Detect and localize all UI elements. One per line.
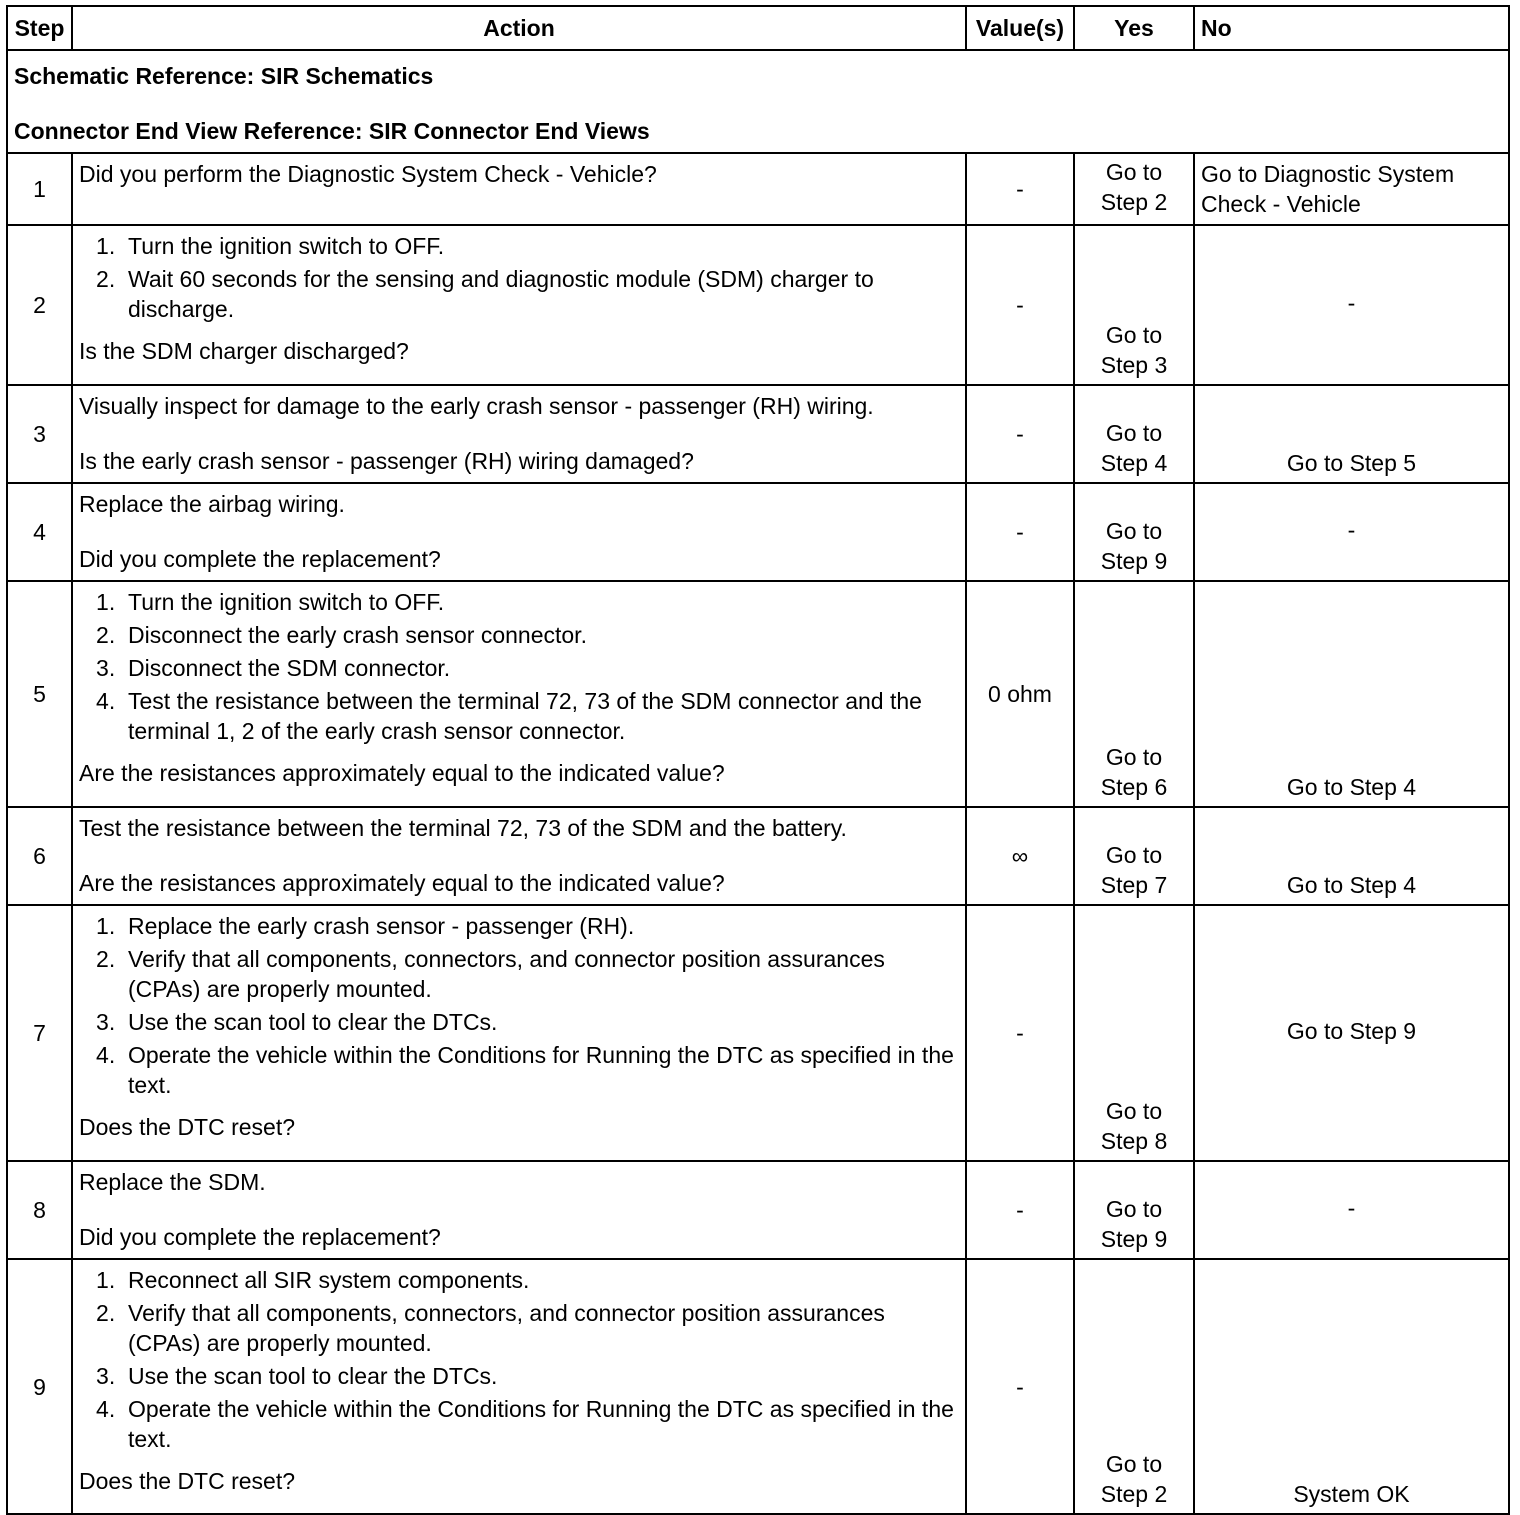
yes-cell — [1074, 581, 1194, 807]
value-cell: - — [966, 153, 1074, 225]
list-item: 2. Disconnect the early crash sensor connector. — [128, 620, 959, 650]
list-item: 4. Operate the vehicle within the Conditions for Running the DTC as specified in the text. — [128, 1394, 959, 1454]
yes-text: Go to Step 2 — [1100, 1451, 1168, 1507]
action-cell — [72, 385, 966, 483]
no-cell: Go to Step 9 — [1194, 905, 1509, 1161]
action-text: Replace the SDM. — [79, 1169, 266, 1195]
yes-cell — [1074, 385, 1194, 483]
step-number: 3 — [7, 385, 72, 483]
schematic-reference: Schematic Reference: SIR Schematics — [14, 63, 434, 89]
value-cell: - — [966, 1259, 1074, 1514]
action-question: Are the resistances approximately equal to the indicated value? — [79, 870, 725, 896]
action-question: Is the SDM charger discharged? — [79, 338, 409, 364]
no-cell: - — [1194, 225, 1509, 385]
yes-text: Go to Step 8 — [1100, 1098, 1168, 1154]
header-action: Action — [72, 6, 966, 50]
list-item: 1. Turn the ignition switch to OFF. — [128, 231, 959, 261]
yes-cell — [1074, 807, 1194, 905]
no-cell: - — [1194, 1161, 1509, 1259]
yes-cell — [1074, 1161, 1194, 1259]
yes-text: Go to Step 9 — [1100, 518, 1168, 574]
list-item: 3. Disconnect the SDM connector. — [128, 653, 959, 683]
yes-text: Go to Step 3 — [1100, 322, 1168, 378]
yes-text: Go to Step 4 — [1100, 420, 1168, 476]
connector-reference: Connector End View Reference: SIR Connector End Views — [14, 118, 650, 144]
value-cell: - — [966, 905, 1074, 1161]
table-row — [7, 225, 1509, 385]
step-number: 1 — [7, 153, 72, 225]
table-row — [7, 905, 1509, 1161]
header-values: Value(s) — [966, 6, 1074, 50]
step-number: 6 — [7, 807, 72, 905]
table-row — [7, 153, 1509, 225]
yes-cell — [1074, 483, 1194, 581]
yes-text: Go to Step 9 — [1100, 1196, 1168, 1252]
list-item: 3. Use the scan tool to clear the DTCs. — [128, 1361, 959, 1391]
yes-text: Go to Step 2 — [1100, 159, 1168, 215]
list-item: 1. Replace the early crash sensor - passenger (RH). — [128, 911, 959, 941]
no-cell: Go to Step 4 — [1194, 807, 1509, 905]
yes-text: Go to Step 6 — [1100, 744, 1168, 800]
value-cell: ∞ — [966, 807, 1074, 905]
list-item: 1. Turn the ignition switch to OFF. — [128, 587, 959, 617]
step-number: 5 — [7, 581, 72, 807]
step-number: 9 — [7, 1259, 72, 1514]
no-cell: Go to Diagnostic System Check - Vehicle — [1194, 153, 1509, 225]
action-text: Visually inspect for damage to the early crash sensor - passenger (RH) wiring. — [79, 393, 874, 419]
value-cell: - — [966, 385, 1074, 483]
action-cell — [72, 905, 966, 1161]
table-row — [7, 1259, 1509, 1514]
no-cell: - — [1194, 483, 1509, 581]
step-number: 8 — [7, 1161, 72, 1259]
step-number: 4 — [7, 483, 72, 581]
table-row — [7, 807, 1509, 905]
action-cell — [72, 1161, 966, 1259]
no-cell: Go to Step 4 — [1194, 581, 1509, 807]
list-item: 4. Test the resistance between the terminal 72, 73 of the SDM connector and the terminal 1, 2 of the early crash sensor connector. — [128, 686, 959, 746]
no-cell: Go to Step 5 — [1194, 385, 1509, 483]
list-item: 2. Verify that all components, connectors, and connector position assurances (CPAs) are properly mounted. — [128, 1298, 959, 1358]
action-cell — [72, 225, 966, 385]
value-cell: - — [966, 483, 1074, 581]
value-cell: - — [966, 1161, 1074, 1259]
yes-text: Go to Step 7 — [1100, 842, 1168, 898]
list-item: 4. Operate the vehicle within the Conditions for Running the DTC as specified in the text. — [128, 1040, 959, 1100]
action-cell — [72, 581, 966, 807]
action-question: Does the DTC reset? — [79, 1114, 296, 1140]
header-no: No — [1194, 6, 1509, 50]
list-item: 3. Use the scan tool to clear the DTCs. — [128, 1007, 959, 1037]
step-number: 2 — [7, 225, 72, 385]
action-list — [79, 231, 959, 324]
yes-cell — [1074, 153, 1194, 225]
yes-cell — [1074, 225, 1194, 385]
action-cell — [72, 483, 966, 581]
table-row — [7, 1161, 1509, 1259]
header-row — [7, 6, 1509, 50]
diagnostic-table — [6, 5, 1510, 1515]
action-question: Is the early crash sensor - passenger (RH) wiring damaged? — [79, 448, 694, 474]
table-row — [7, 483, 1509, 581]
action-cell — [72, 153, 966, 225]
action-text: Test the resistance between the terminal 72, 73 of the SDM and the battery. — [79, 815, 847, 841]
action-question: Did you complete the replacement? — [79, 1224, 441, 1250]
action-cell — [72, 1259, 966, 1514]
value-cell: 0 ohm — [966, 581, 1074, 807]
yes-cell — [1074, 1259, 1194, 1514]
action-question: Does the DTC reset? — [79, 1468, 296, 1494]
action-list — [79, 587, 959, 746]
action-text: Did you perform the Diagnostic System Check - Vehicle? — [79, 161, 657, 187]
no-cell: System OK — [1194, 1259, 1509, 1514]
table-row — [7, 385, 1509, 483]
header-step: Step — [7, 6, 72, 50]
action-cell — [72, 807, 966, 905]
list-item: 1. Reconnect all SIR system components. — [128, 1265, 959, 1295]
value-cell: - — [966, 225, 1074, 385]
reference-row — [7, 50, 1509, 153]
table-row — [7, 581, 1509, 807]
action-question: Did you complete the replacement? — [79, 546, 441, 572]
action-list — [79, 1265, 959, 1454]
action-question: Are the resistances approximately equal to the indicated value? — [79, 760, 725, 786]
reference-cell — [7, 50, 1509, 153]
yes-cell — [1074, 905, 1194, 1161]
action-list — [79, 911, 959, 1100]
step-number: 7 — [7, 905, 72, 1161]
header-yes: Yes — [1074, 6, 1194, 50]
action-text: Replace the airbag wiring. — [79, 491, 345, 517]
list-item: 2. Wait 60 seconds for the sensing and diagnostic module (SDM) charger to discharge. — [128, 264, 959, 324]
list-item: 2. Verify that all components, connectors, and connector position assurances (CPAs) are properly mounted. — [128, 944, 959, 1004]
